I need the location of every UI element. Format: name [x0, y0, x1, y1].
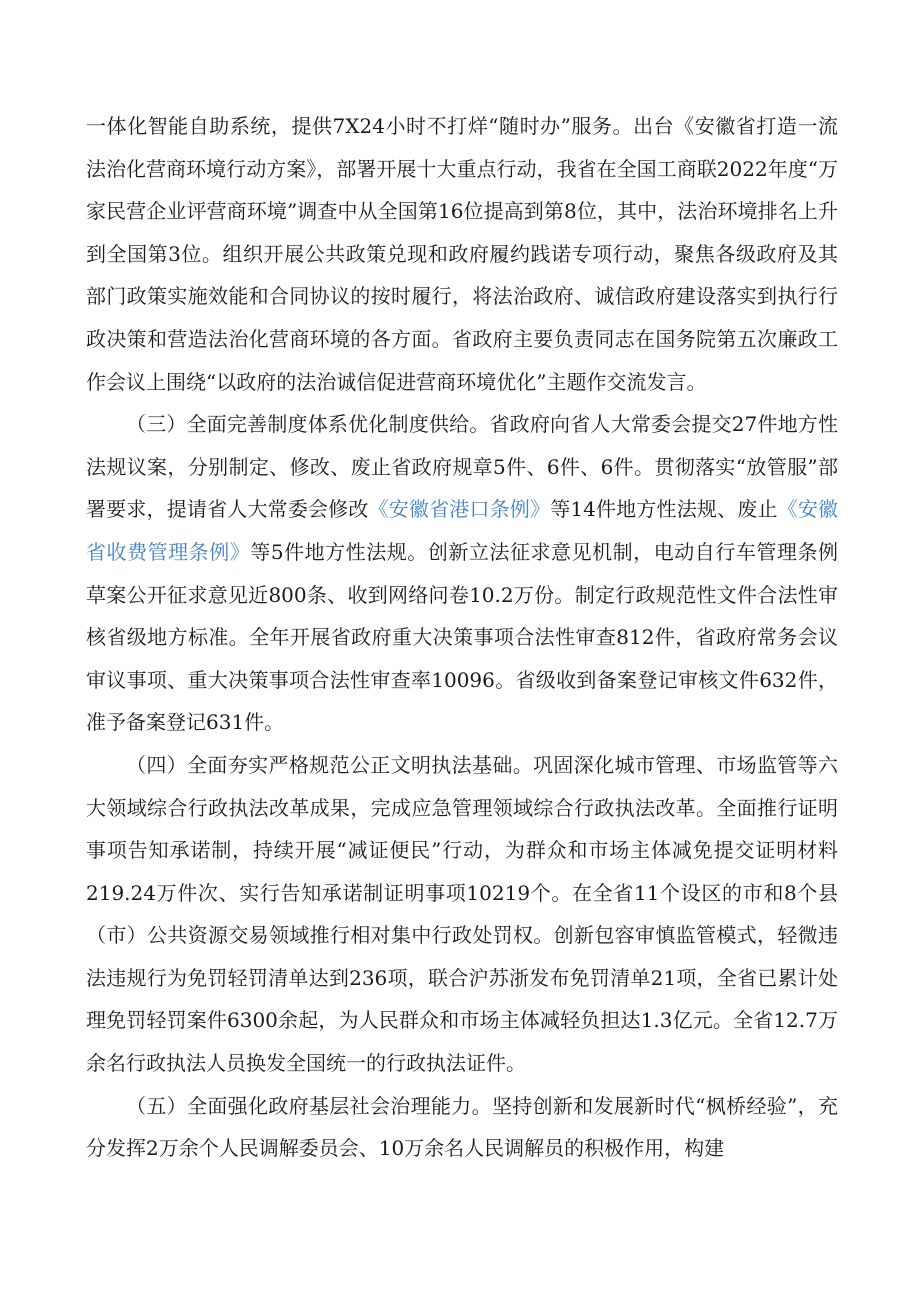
paragraph-text: （五）全面强化政府基层社会治理能力。坚持创新和发展新时代“枫桥经验”，充分发挥2万余个人民调解委员会、10万余名人民调解员的积极作用，构建: [86, 1093, 838, 1161]
paragraph-section-5: [86, 1085, 838, 1170]
paragraph-text: 等14件地方性法规、废止: [550, 497, 778, 522]
paragraph-text: （三）全面完善制度体系优化制度供给。省政府向省人大常委会提交27件地方性法规议案，分别制定、修改、废止省政府规章5件、6件、6件。贯彻落实“放管服”部署要求，提请省人大常委会修改: [86, 412, 838, 522]
paragraph-text: 等5件地方性法规。创新立法征求意见机制，电动自行车管理条例草案公开征求意见近800条、收到网络问卷10.2万份。制定行政规范性文件合法性审核省级地方标准。全年开展省政府重大决策事项合法性审查812件，省政府常务会议审议事项、重大决策事项合法性审查率10096。省级收到备案登记审核文件632件，准予备案登记631件。: [86, 539, 838, 735]
paragraph-section-4: [86, 744, 838, 1085]
paragraph-text: 一体化智能自助系统，提供7X24小时不打烊“随时办”服务。出台《安徽省打造一流法治化营商环境行动方案》，部署开展十大重点行动，我省在全国工商联2022年度“万家民营企业评营商环境”调查中从全国第16位提高到第8位，其中，法治环境排名上升到全国第3位。组织开展公共政策兑现和政府履约践诺专项行动，聚焦各级政府及其部门政策实施效能和合同协议的按时履行，将法治政府、诚信政府建设落实到执行行政决策和营造法治化营商环境的各方面。省政府主要负责同志在国务院第五次廉政工作会议上围绕“以政府的法治诚信促进营商环境优化”主题作交流发言。: [86, 114, 838, 394]
paragraph-section-3: [86, 403, 838, 744]
paragraph-text: （四）全面夯实严格规范公正文明执法基础。巩固深化城市管理、市场监管等六大领域综合行政执法改革成果，完成应急管理领域综合行政执法改革。全面推行证明事项告知承诺制，持续开展“减证便民”行动，为群众和市场主体减免提交证明材料219.24万件次、实行告知承诺制证明事项10219个。在全省11个设区的市和8个县（市）公共资源交易领域推行相对集中行政处罚权。创新包容审慎监管模式，轻微违法违规行为免罚轻罚清单达到236项，联合沪苏浙发布免罚清单21项，全省已累计处理免罚轻罚案件6300余起，为人民群众和市场主体减轻负担达1.3亿元。全省12.7万余名行政执法人员换发全国统一的行政执法证件。: [86, 752, 838, 1076]
link-anhui-fee-regulations[interactable]: 《安徽省收费管理条例》: [86, 497, 839, 564]
document-body: [86, 105, 838, 1170]
link-anhui-port-regulations[interactable]: 《安徽省港口条例》: [368, 497, 551, 522]
paragraph-p2-continued: [86, 105, 838, 403]
